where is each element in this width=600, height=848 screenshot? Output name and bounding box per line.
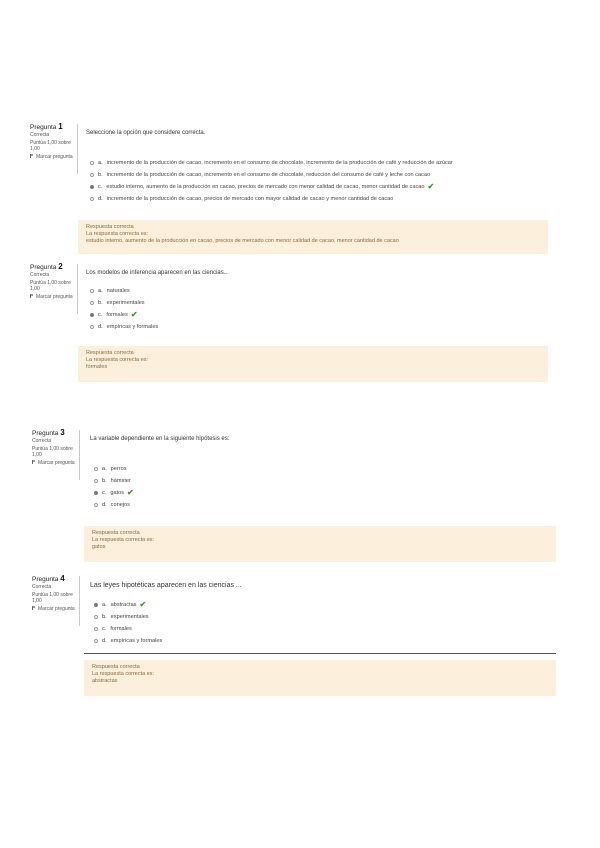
option-text: experimentales [110, 614, 149, 620]
radio-button[interactable] [94, 639, 98, 643]
radio-button[interactable] [94, 479, 98, 483]
question-grade: Puntúa 1,00 sobre 1,00 [30, 140, 71, 152]
feedback-answer: formales [86, 364, 108, 370]
flag-icon [30, 294, 34, 298]
radio-button-selected[interactable] [94, 491, 98, 495]
feedback-label: La respuesta correcta es: [92, 537, 155, 543]
feedback-title: Respuesta correcta [92, 530, 140, 536]
feedback-label: La respuesta correcta es: [86, 357, 149, 363]
answer-option[interactable] [90, 300, 145, 306]
question-status: Correcta [30, 132, 50, 138]
feedback-box [84, 526, 556, 562]
radio-button[interactable] [90, 325, 94, 329]
option-letter: a. [102, 602, 107, 608]
option-letter: a. [98, 288, 103, 294]
option-letter: d. [102, 638, 107, 644]
question-info [32, 576, 80, 626]
option-letter: a. [98, 160, 103, 166]
question-text: Las leyes hipotéticas aparecen en las ciencias ... [90, 582, 242, 589]
question-text: La variable dependiente en la siguiente hipótesis es: [90, 436, 230, 442]
question-status: Correcta [32, 438, 52, 444]
answer-option[interactable] [94, 466, 127, 472]
feedback-answer: estudio interno, aumento de la producción en cacao, precios de mercado con menor calidad de cacao, menor cantidad de cacao [86, 238, 399, 244]
answer-option[interactable] [90, 172, 430, 178]
radio-button[interactable] [94, 503, 98, 507]
feedback-label: La respuesta correcta es: [86, 231, 149, 237]
check-icon: ✔ [127, 488, 134, 497]
question-status: Correcta [30, 272, 50, 278]
radio-button[interactable] [94, 467, 98, 471]
option-letter: b. [102, 614, 107, 620]
option-text: experimentales [106, 300, 145, 306]
question-grade: Puntúa 1,00 sobre 1,00 [30, 280, 71, 292]
flag-question-button[interactable] [30, 294, 74, 300]
answer-option[interactable] [94, 638, 162, 644]
radio-button[interactable] [90, 173, 94, 177]
option-text: abstractas [110, 602, 137, 608]
option-letter: b. [98, 300, 103, 306]
radio-button[interactable] [90, 161, 94, 165]
radio-button-selected[interactable] [94, 603, 98, 607]
flag-label: Marcar pregunta [38, 460, 75, 466]
option-text: naturales [106, 288, 130, 294]
feedback-box [78, 346, 548, 382]
answer-option[interactable] [94, 490, 134, 496]
radio-button[interactable] [90, 197, 94, 201]
flag-label: Marcar pregunta [36, 154, 73, 160]
option-text: perros [110, 466, 127, 472]
question-number: 2 [58, 262, 63, 271]
answer-option[interactable] [90, 324, 158, 330]
option-text: formales [110, 626, 132, 632]
question-grade: Puntúa 1,00 sobre 1,00 [32, 592, 73, 604]
answer-option[interactable] [90, 288, 130, 294]
feedback-label: La respuesta correcta es: [92, 671, 155, 677]
option-letter: d. [98, 196, 103, 202]
answer-option[interactable] [94, 602, 146, 608]
flag-label: Marcar pregunta [38, 606, 75, 612]
radio-button-selected[interactable] [90, 313, 94, 317]
option-text: gatos [110, 490, 125, 496]
radio-button[interactable] [94, 615, 98, 619]
feedback-box [78, 220, 548, 254]
feedback-box [84, 660, 556, 696]
radio-button[interactable] [90, 301, 94, 305]
question-info [30, 264, 78, 314]
option-text: conejos [110, 502, 130, 508]
flag-label: Marcar pregunta [36, 294, 73, 300]
question-text: Seleccione la opción que considere correcta. [86, 130, 206, 136]
option-letter: c. [98, 312, 103, 318]
option-text: hámster [110, 478, 131, 484]
flag-icon [30, 154, 34, 158]
question-info [30, 124, 78, 174]
option-text: empíricas y formales [106, 324, 159, 330]
option-text: incremento de la producción de cacao, incremento en el consumo de chocolate, incremento de la producción de café y reducción de azúcar [106, 160, 453, 166]
question-number: 3 [60, 428, 65, 437]
flag-question-button[interactable] [32, 606, 76, 612]
check-icon: ✔ [427, 182, 435, 191]
feedback-answer: abstractas [92, 678, 118, 684]
answer-option[interactable] [94, 614, 149, 620]
flag-question-button[interactable] [30, 154, 74, 160]
check-icon: ✔ [139, 600, 147, 609]
divider [84, 653, 556, 654]
option-text: empíricas y formales [110, 638, 163, 644]
option-letter: c. [102, 626, 107, 632]
answer-option[interactable] [90, 312, 138, 318]
feedback-title: Respuesta correcta [86, 350, 134, 356]
option-text: incremento de la producción de cacao, precios de mercado con mayor calidad de cacao y menor cantidad de cacao [106, 196, 394, 202]
answer-option[interactable] [94, 626, 132, 632]
option-text: estudio interno, aumento de la producción en cacao, precios de mercado con menor calidad de cacao, menor cantidad de cacao [106, 184, 425, 190]
feedback-answer: gatos [92, 544, 106, 550]
question-label: Pregunta [32, 576, 59, 583]
option-letter: b. [102, 478, 107, 484]
flag-question-button[interactable] [32, 460, 76, 466]
answer-option[interactable] [94, 478, 131, 484]
option-letter: d. [102, 502, 107, 508]
question-text: Los modelos de inferencia aparecen en las ciencias... [86, 270, 229, 276]
answer-option[interactable] [94, 502, 130, 508]
option-letter: c. [102, 490, 107, 496]
option-letter: c. [98, 184, 103, 190]
answer-option[interactable] [90, 196, 393, 202]
option-letter: b. [98, 172, 103, 178]
feedback-title: Respuesta correcta [92, 664, 140, 670]
radio-button-selected[interactable] [90, 185, 94, 189]
question-status: Correcta [32, 584, 52, 590]
answer-option[interactable] [90, 160, 453, 166]
question-number: 1 [58, 122, 63, 131]
question-number: 4 [60, 574, 65, 583]
option-letter: d. [98, 324, 103, 330]
check-icon: ✔ [130, 310, 138, 319]
radio-button[interactable] [90, 289, 94, 293]
feedback-title: Respuesta correcta [86, 224, 134, 230]
question-label: Pregunta [30, 264, 57, 271]
flag-icon [32, 606, 36, 610]
radio-button[interactable] [94, 627, 98, 631]
question-grade: Puntúa 1,00 sobre 1,00 [32, 446, 73, 458]
question-info [32, 430, 80, 480]
option-letter: a. [102, 466, 107, 472]
question-label: Pregunta [30, 124, 57, 131]
option-text: incremento de la producción de cacao, incremento en el consumo de chocolate, reducción del consumo de café y leche con cacao [106, 172, 431, 178]
question-label: Pregunta [32, 430, 59, 437]
answer-option[interactable] [90, 184, 434, 190]
flag-icon [32, 460, 36, 464]
option-text: formales [106, 312, 128, 318]
